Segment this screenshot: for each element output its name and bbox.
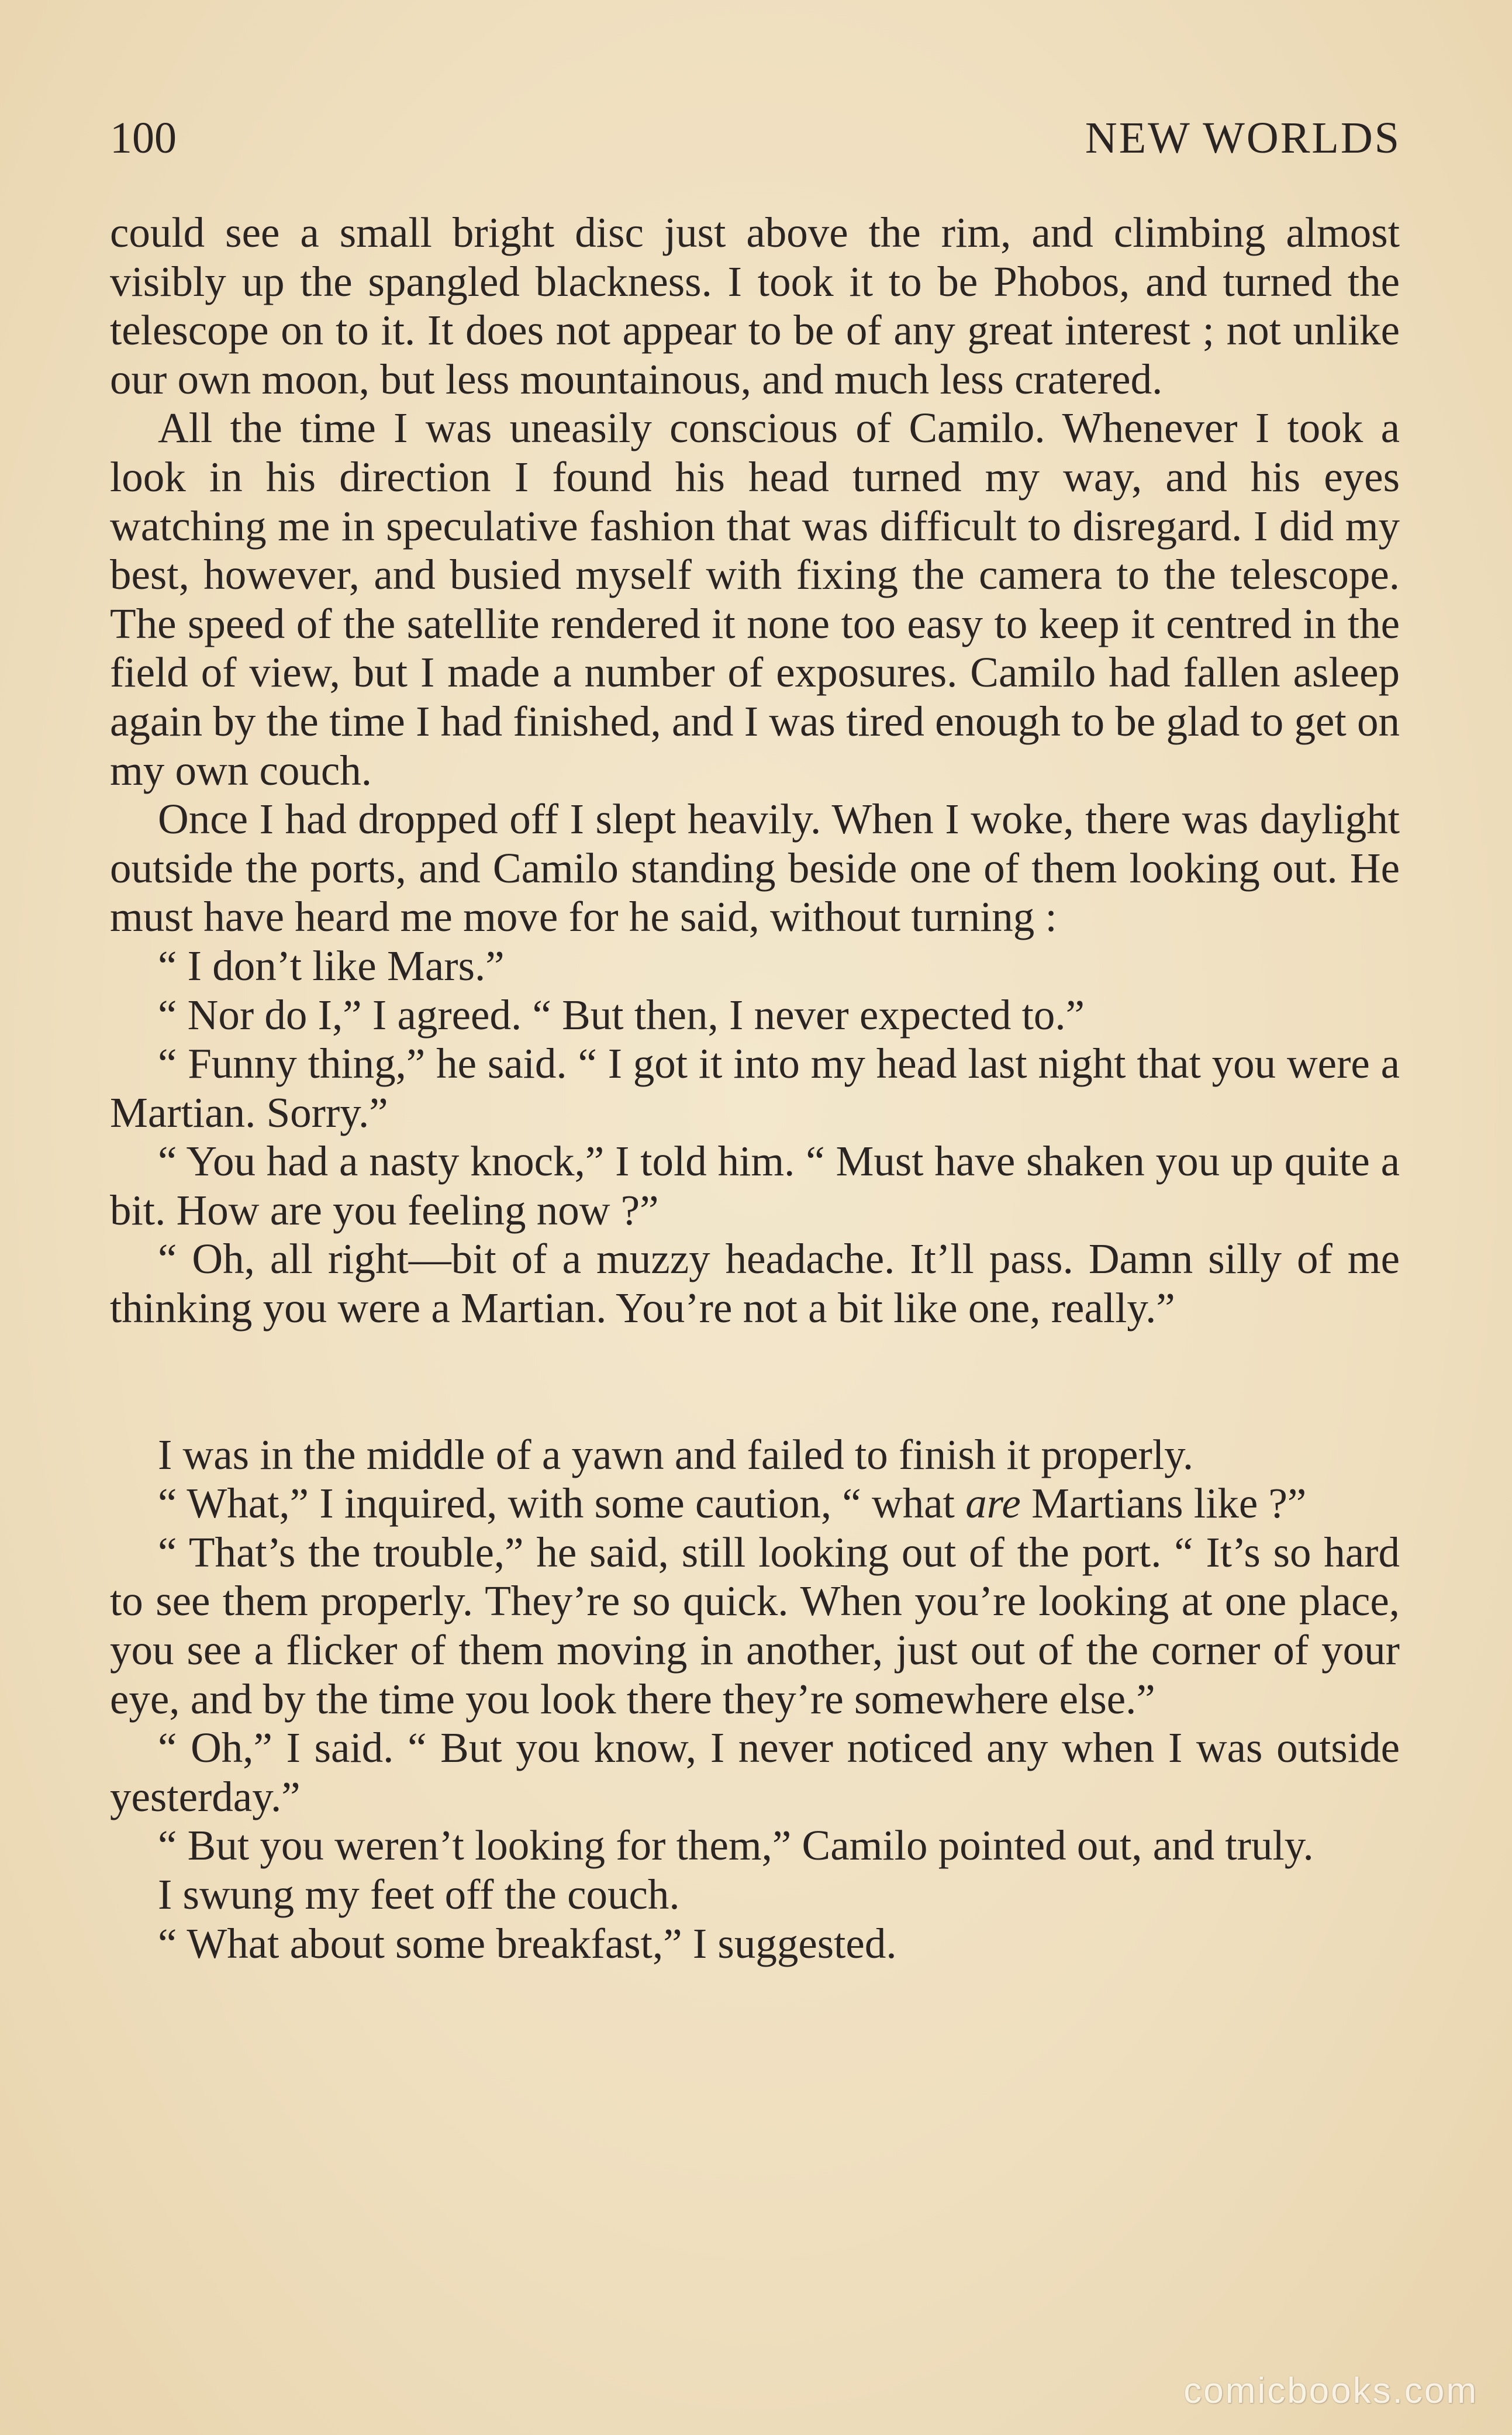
dialogue-line: “ What about some breakfast,” I suggested. bbox=[158, 1919, 897, 1967]
paragraph-feet: I swung my feet off the couch. bbox=[158, 1871, 680, 1918]
watermark: comicbooks.com bbox=[1183, 2371, 1478, 2411]
page-header bbox=[110, 109, 1401, 167]
paragraph-woke: Once I had dropped off I slept heavily. When I woke, there was daylight outside the ports, and Camilo standing beside one of them looking out. He must have heard me move for he said, without turning : bbox=[110, 795, 1400, 941]
paragraph-camilo-watching: All the time I was uneasily conscious of Camilo. Whenever I took a look in his direction I found his head turned my way, and his eyes watching me in speculative fashion that was difficult to disregard. I did my best, however, and busied myself with fixing the camera to the telescope. The speed of the satellite rendered it none too easy to keep it centred in the field of view, but I made a number of exposures. Camilo had fallen asleep again by the time I had finished, and I was tired enough to be glad to get on my own couch. bbox=[110, 404, 1400, 794]
dialogue-line: “ Funny thing,” he said. “ I got it into my head last night that you were a Martian. Sorry.” bbox=[110, 1040, 1400, 1136]
dialogue-line: “ Nor do I,” I agreed. “ But then, I never expected to.” bbox=[158, 991, 1085, 1039]
paragraph-yawn: I was in the middle of a yawn and failed to finish it properly. bbox=[158, 1430, 1194, 1478]
dialogue-line bbox=[110, 1479, 1400, 1528]
section-break bbox=[110, 1333, 1400, 1430]
running-title: NEW WORLDS bbox=[1085, 113, 1401, 163]
dialogue-line: “ But you weren’t looking for them,” Camilo pointed out, and truly. bbox=[158, 1822, 1314, 1870]
italic-emphasis: are bbox=[965, 1479, 1021, 1527]
page-number: 100 bbox=[110, 113, 177, 163]
dialogue-line: “ You had a nasty knock,” I told him. “ Must have shaken you up quite a bit. How are you feeling now ?” bbox=[110, 1137, 1400, 1234]
dialogue-line: “ That’s the trouble,” he said, still looking out of the port. “ It’s so hard to see them properly. They’re so quick. When you’re looking at one place, you see a flicker of them moving in another, just out of the corner of your eye, and by the time you look there they’re somewhere else.” bbox=[110, 1528, 1400, 1723]
dialogue-text: “ What,” I inquired, with some caution, “ what bbox=[158, 1479, 966, 1527]
dialogue-text: Martians like ?” bbox=[1020, 1479, 1307, 1527]
body-text bbox=[110, 208, 1400, 1968]
dialogue-line: “ I don’t like Mars.” bbox=[158, 941, 505, 989]
dialogue-line: “ Oh, all right—bit of a muzzy headache. It’ll pass. Damn silly of me thinking you were a Martian. You’re not a bit like one, really.” bbox=[110, 1235, 1400, 1332]
paragraph-phobos: could see a small bright disc just above the rim, and climbing almost visibly up the spangled blackness. I took it to be Phobos, and turned the telescope on to it. It does not appear to be of any great interest ; not unlike our own moon, but less mountainous, and much less cratered. bbox=[110, 209, 1400, 403]
dialogue-line: “ Oh,” I said. “ But you know, I never noticed any when I was outside yesterday.” bbox=[110, 1724, 1400, 1820]
